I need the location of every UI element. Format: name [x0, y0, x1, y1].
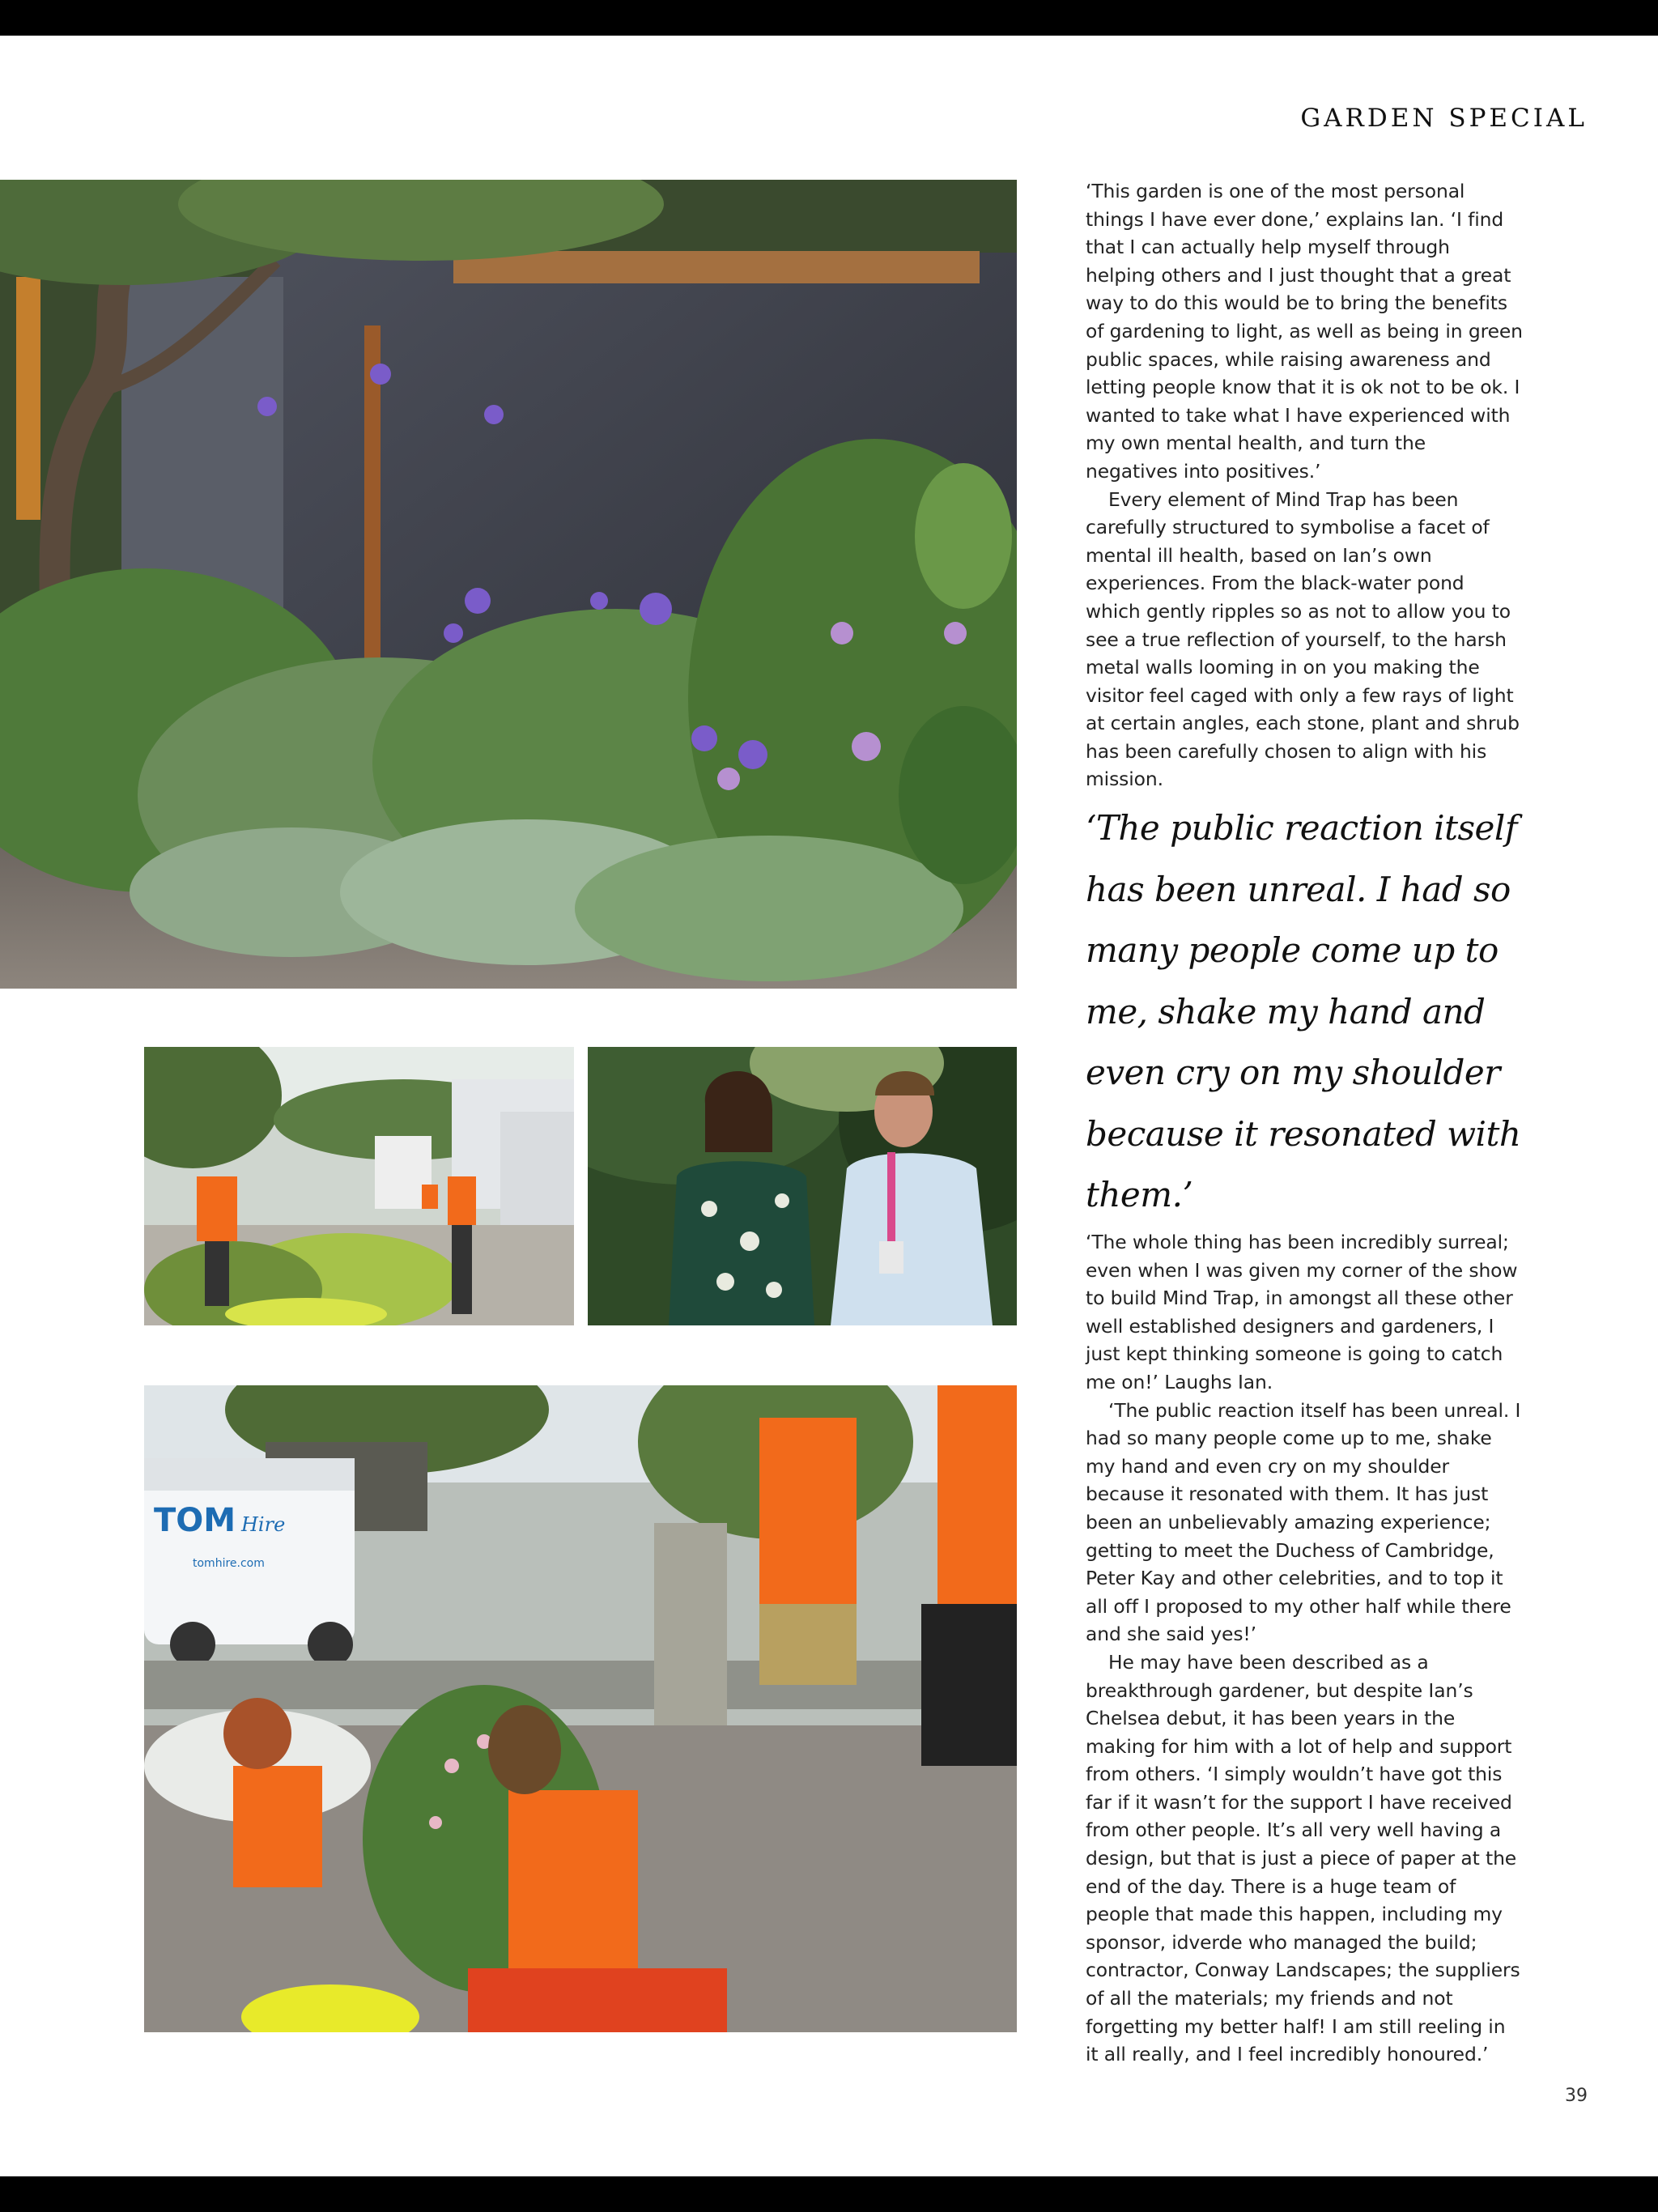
- article-paragraph-1: ‘This garden is one of the most personal things I have ever done,’ explains Ian. ‘I find that I can actually help myself through helping others and I just thought that a great way to do this would be to bring the benefits of gardening to light, as well as being in green public spaces, while raising awareness and letting people know that it is ok not to be ok. I wanted to take what I have experienced with my own mental health, and turn the negatives into positives.’: [1086, 180, 1523, 483]
- van-url-text: tomhire.com: [193, 1557, 265, 1570]
- article-paragraph-4: ‘The public reaction itself has been unreal. I had so many people come up to me, shake my hand and even cry on my shoulder because it resonated with them. It has just been an unbelievably amazing experience; getting to meet the Duchess of Cambridge, Peter Kay and other celebrities, and to top it all off I proposed to my other half while there and she said yes!’: [1086, 1398, 1521, 1646]
- pull-quote: ‘The public reaction itself has been unreal. I had so many people come up to me, shake my hand and even cry on my shoulder because it resonated with them.’: [1086, 808, 1521, 1214]
- garden-hero-photo: [0, 180, 1017, 989]
- van-logo-text: TOM: [154, 1502, 236, 1539]
- royal-visit-image: [588, 1047, 1017, 1325]
- article-paragraph-3: ‘The whole thing has been incredibly surreal; even when I was given my corner of the show to build Mind Trap, in amongst all these other well established designers and gardeners, I just kept thinking someone is going to catch me on!’ Laughs Ian.: [1086, 1231, 1518, 1393]
- bottom-black-bar: [0, 2176, 1658, 2212]
- van-logo-script: Hire: [241, 1513, 286, 1536]
- article-paragraph-5: He may have been described as a breakthrough gardener, but despite Ian’s Chelsea debut, it has been years in the making for him with a lot of help and support from others. ‘I simply wouldn’t have got this far if it wasn’t for the support I have received from other people. It’s all very well having a design, but that is just a piece of paper at the end of the day. There is a huge team of people that made this happen, including my sponsor, idverde who managed the build; contractor, Conway Landscapes; the suppliers of all the materials; my friends and not forgetting my better half! I am still reeling in it all really, and I feel incredibly honoured.’: [1086, 1650, 1520, 2066]
- garden-hero-image: [0, 180, 1017, 989]
- planting-team-photo: [144, 1385, 1017, 2032]
- top-black-bar: [0, 0, 1658, 36]
- planting-team-image: [144, 1385, 1017, 2032]
- workers-delivery-image: [144, 1047, 574, 1325]
- section-header: GARDEN SPECIAL: [1300, 104, 1588, 133]
- article-column-top: [1086, 177, 1523, 793]
- article-column-bottom: [1086, 1228, 1523, 2069]
- workers-delivery-photo: [144, 1047, 574, 1325]
- page-number: 39: [1565, 2086, 1588, 2106]
- article-paragraph-2: Every element of Mind Trap has been carefully structured to symbolise a facet of mental ill health, based on Ian’s own experiences. From the black-water pond which gently ripples so as not to allow you to see a true reflection of yourself, to the harsh metal walls looming in on you making the visitor feel caged with only a few rays of light at certain angles, each stone, plant and shrub has been carefully chosen to align with his mission.: [1086, 487, 1520, 791]
- royal-visit-photo: [588, 1047, 1017, 1325]
